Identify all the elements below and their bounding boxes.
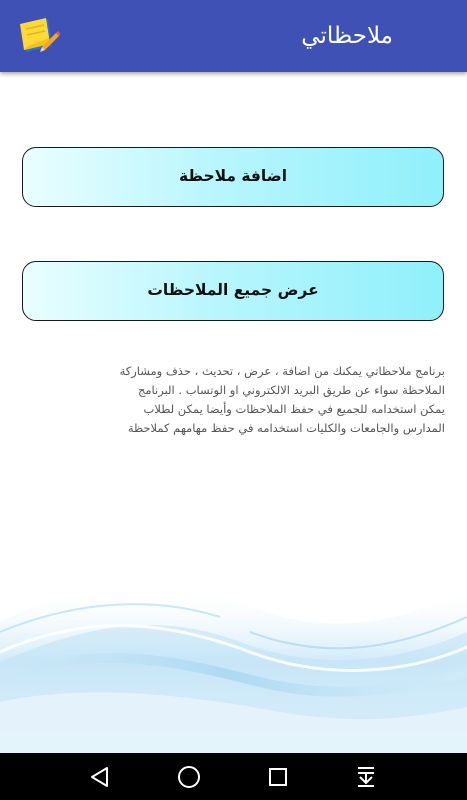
back-triangle-icon (88, 765, 112, 789)
hide-keyboard-button[interactable] (346, 761, 386, 793)
app-title: ملاحظاتي (301, 23, 393, 49)
system-nav-bar (0, 753, 467, 800)
back-button[interactable] (80, 761, 120, 793)
add-note-button[interactable]: اضافة ملاحظة (22, 147, 444, 207)
home-button[interactable] (169, 761, 209, 793)
background-wave-decoration (0, 512, 467, 753)
recents-square-icon (266, 765, 290, 789)
show-all-notes-button[interactable]: عرض جميع الملاحظات (22, 261, 444, 321)
app-bar (0, 0, 467, 72)
main-content (0, 72, 467, 753)
recents-button[interactable] (258, 761, 298, 793)
app-description: برنامج ملاحظاتي يمكنك من اضافة ، عرض ، تحديث ، حذف ومشاركة الملاحظة سواء عن طريق البريد الالكتروني او الوتساب . البرنامج يمكن استخدامه للجميع في حفظ الملاحظات وأيضا يمكن لطلاب المدارس والجامعات والكليات استخدامه في حفظ مهامهم كملاحظة (119, 364, 445, 435)
sticky-note-pencil-icon (18, 16, 60, 56)
home-circle-icon (176, 764, 202, 790)
hide-keyboard-icon (354, 765, 378, 789)
